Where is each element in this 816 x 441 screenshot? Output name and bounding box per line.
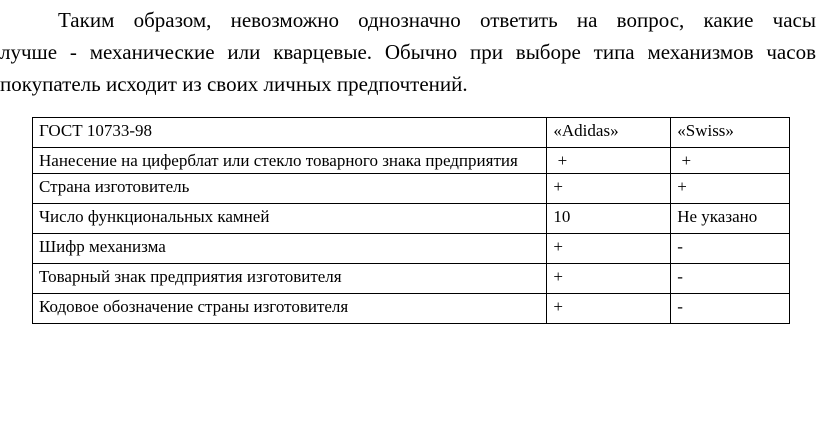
swiss-cell: -	[671, 294, 790, 324]
table-row	[33, 294, 790, 324]
feature-cell: Нанесение на циферблат или стекло товарного знака предприятия	[33, 148, 547, 174]
adidas-cell: 10	[547, 204, 671, 234]
feature-cell: Шифр механизма	[33, 234, 547, 264]
paragraph-line-1: Таким образом, невозможно однозначно ответить на вопрос, какие часы	[58, 8, 816, 32]
table-row	[33, 234, 790, 264]
table-row	[33, 264, 790, 294]
adidas-cell: +	[547, 174, 671, 204]
adidas-cell: +	[547, 234, 671, 264]
paragraph-line-2: лучше - механические или кварцевые. Обычно при выборе типа механизмов часов	[0, 40, 816, 64]
header-swiss-cell: «Swiss»	[671, 118, 790, 148]
feature-cell: Страна изготовитель	[33, 174, 547, 204]
swiss-cell: Не указано	[671, 204, 790, 234]
swiss-cell: +	[671, 148, 790, 174]
comparison-table	[32, 117, 790, 324]
table-row	[33, 204, 790, 234]
body-paragraph	[0, 4, 816, 100]
table-header-row	[33, 118, 790, 148]
adidas-cell: +	[547, 148, 671, 174]
swiss-cell: +	[671, 174, 790, 204]
feature-cell: Число функциональных камней	[33, 204, 547, 234]
swiss-cell: -	[671, 234, 790, 264]
table-row	[33, 174, 790, 204]
feature-cell: Товарный знак предприятия изготовителя	[33, 264, 547, 294]
header-feature-cell: ГОСТ 10733-98	[33, 118, 547, 148]
feature-cell: Кодовое обозначение страны изготовителя	[33, 294, 547, 324]
adidas-cell: +	[547, 294, 671, 324]
header-adidas-cell: «Adidas»	[547, 118, 671, 148]
adidas-cell: +	[547, 264, 671, 294]
swiss-cell: -	[671, 264, 790, 294]
table-row	[33, 148, 790, 174]
paragraph-line-3: покупатель исходит из своих личных предпочтений.	[0, 72, 468, 96]
